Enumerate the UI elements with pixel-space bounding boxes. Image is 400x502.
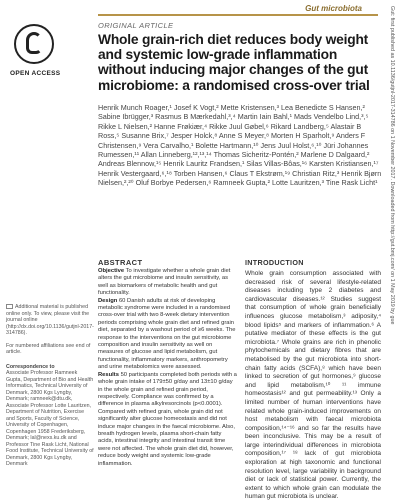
lock-shackle-icon — [26, 32, 42, 54]
affiliations-note: For numbered affiliations see end of article. — [6, 342, 91, 355]
correspondence-heading: Correspondence to — [6, 363, 55, 370]
article-title: Whole grain-rich diet reduces body weight and systemic low-grade inflammation without inducing major changes of the gut microbiome: a randomised cross-over trial — [98, 32, 370, 93]
journal-header — [0, 0, 400, 16]
design-label: Design — [98, 297, 118, 304]
header-rule — [98, 14, 378, 16]
correspondence-text: Associate Professor Ramneek Gupta, Department of Bio and Health Informatics, Technical University of Denmark, 2800 Kgs Lyngby, Denmark; ramneek@dtu.dk, Associate Professor Lotte Lauritzen, Department of Nutrition, Exercise and Sports, Faculty of Science, University of Copenhagen, Copenhagen 1958 Frederiksberg, Denmark; lal@nexs.ku.dk and Professor Tine Rask Licht, National Food Institute, Technical University of Denmark, 2800 Kgs Lyngby, Denmark — [6, 370, 94, 467]
supplementary-icon — [6, 304, 13, 309]
introduction-column — [245, 258, 381, 501]
side-strip-text: Gut: first published as 10.1136/gutjnl-2017-314786 on 1 November 2017. Downloaded from http://gut.bmj.com/ on 1 May 2019 by gue — [389, 6, 395, 325]
article-type: ORIGINAL ARTICLE — [98, 21, 174, 30]
objective-label: Objective — [98, 268, 125, 274]
introduction-text: Whole grain consumption associated with decreased risk of several lifestyle-related diseases including type 2 diabetes and cardiovascular diseases.¹² Studies suggest that consumption of whole grain beneficially influences glucose metabolism,³ adiposity,⁴ blood lipids⁵ and markers of inflammation.⁶ A putative mediator of these effects is the gut microbiota.⁷ Whole grains are rich in phenolic phytochemicals and dietary fibres that are metabolised by the gut microbiota into short-chain fatty acids (SCFA),⁸ which have been linked to secretion of gut hormones,⁹ glucose and lipid metabolism,¹⁰ ¹¹ immune homeostasis¹² and gut permeability.¹³ Only a limited number of human interventions have related whole grain-induced improvements on host metabolism with faecal microbiota composition,¹⁴⁻¹⁶ and so far the results have been inconclusive. This may be a result of large interindividual differences in microbiota composition,¹⁷ ¹⁸ lack of gut microbiota exploration at high taxonomic and functional resolution level, large variability in background diet or lack of statistical power. Currently, the extent to which whole grain can modulate the human gut microbiota is unclear. — [245, 270, 381, 501]
abstract-heading: ABSTRACT — [98, 258, 143, 267]
design-text: 60 Danish adults at risk of developing metabolic syndrome were included in a randomised cross-over trial with two 8-week dietary intervention periods comprising whole grain diet and refined grain diet, separated by a washout period of ≥6 weeks. The response to the interventions on the gut microbiome composition and insulin sensitivity as well on measures of glucose and lipid metabolism, gut functionality, inflammatory markers, anthropometry and urine metabolomics were assessed. — [98, 297, 236, 371]
section-label: Gut microbiota — [305, 4, 362, 13]
supplementary-note: Additional material is published online only. To view, please visit the journal online (http://dx.doi.org/10.1136/gutjnl-2017-314786). — [6, 304, 94, 336]
open-access-label: OPEN ACCESS — [10, 70, 61, 77]
left-column — [6, 304, 94, 468]
introduction-heading: INTRODUCTION — [245, 258, 304, 267]
author-list: Henrik Munch Roager,¹ Josef K Vogt,² Mette Kristensen,³ Lea Benedicte S Hansen,² Sabine Ibrügger,³ Rasmus B Mærkedahl,³,⁴ Martin Iain Bahl,¹ Mads Vendelbo Lind,³,⁵ Rikke L Nielsen,² Hanne Frøkiær,⁴ Rikke Juul Gøbel,⁶ Rikard Landberg,⁵ Alastair B Ross,⁵ Susanne Brix,⁷ Jesper Holck,⁸ Anne S Meyer,⁸ Morten H Sparholt,⁹ Anders F Christensen,⁹ Vera Carvalho,¹ Bolette Hartmann,¹⁰ Jens Juul Holst,⁶,¹⁰ Jüri Johannes Rumessen,¹¹ Allan Linneberg,¹²,¹³,¹⁴ Thomas Sicheritz-Pontén,² Marlene D Dalgaard,² Andreas Blennow,¹⁵ Henrik Lauritz Frandsen,¹ Silas Villas-Bôas,¹⁶ Karsten Kristiansen,¹⁷ Henrik Vestergaard,⁶,¹⁸ Torben Hansen,⁶ Claus T Ekstrøm,¹⁹ Christian Ritz,³ Henrik Bjørn Nielsen,²,²⁰ Oluf Borbye Pedersen,⁶ Ramneek Gupta,² Lotte Lauritzen,³ Tine Rask Licht¹ — [98, 103, 382, 188]
abstract-body — [98, 268, 238, 467]
side-strip — [380, 0, 400, 400]
open-access-lock-icon — [14, 24, 54, 64]
objective-text: To investigate whether a whole grain diet alters the gut microbiome and insulin sensitivity, as well as biomarkers of metabolic health and gut functionality. — [98, 268, 231, 297]
results-label: Results — [98, 371, 119, 378]
results-text: 50 participants completed both periods with a whole grain intake of 179±50 g/day and 13±10 g/day in the whole grain and refined grain period, respectively. Compliance was confirmed by a difference in plasma alkylresorcinols (p<0.0001). Compared with refined grain, whole grain did not significantly alter glucose homeostasis and did not induce major changes in the faecal microbiome. Also, breath hydrogen levels, plasma short-chain fatty acids, intestinal integrity and intestinal transit time were not affected. The whole grain diet did, however, reduce body weight and systemic low-grade inflammation. — [98, 371, 237, 467]
